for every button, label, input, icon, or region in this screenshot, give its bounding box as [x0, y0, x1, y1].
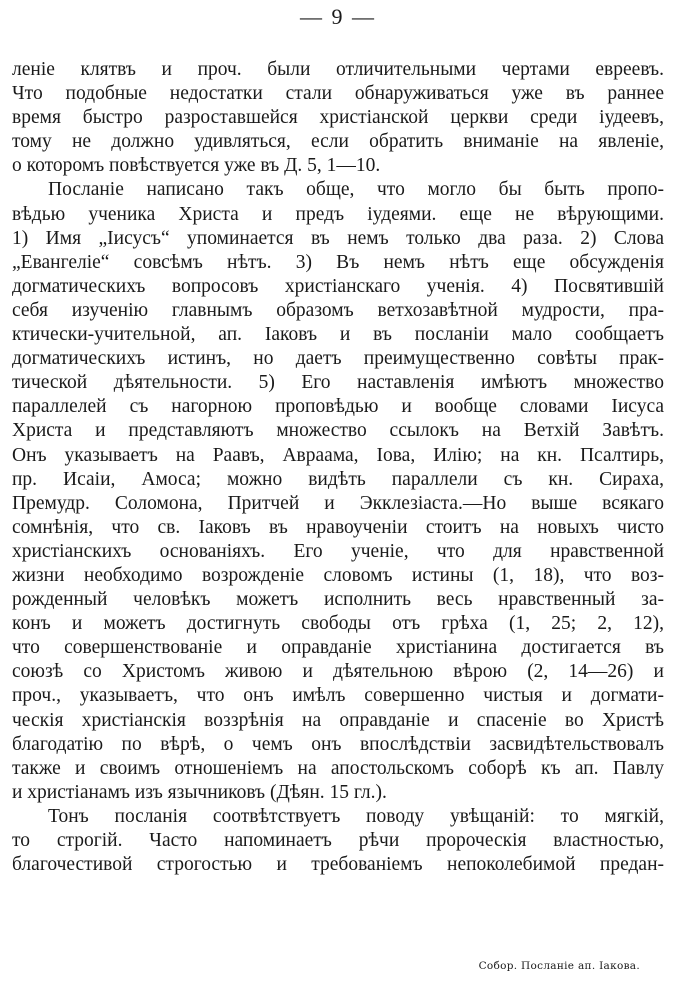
text-line: леніе клятвъ и проч. были отличительными чертами евреевъ.: [12, 59, 664, 80]
text-line: что совершенствованіе и оправданіе христіанина достигается въ: [12, 637, 664, 659]
text-line: также и своимъ отношеніемъ на апостольскомъ соборѣ къ ап. Павлу: [12, 757, 664, 779]
text-line: христіанскихъ основаніяхъ. Его ученіе, что для нравственной: [12, 540, 664, 562]
text-line: конъ и можетъ достигнуть свободы отъ грѣха (1, 25; 2, 12),: [12, 613, 664, 635]
text-line: „Евангеліе“ совсѣмъ нѣтъ. 3) Въ немъ нѣтъ еще обсужденія: [12, 251, 664, 273]
text-line: ческія христіанскія воззрѣнія на оправданіе и спасеніе во Христѣ: [12, 709, 664, 731]
text-line: рожденный человѣкъ можетъ исполнить весь нравственный за-: [12, 589, 664, 611]
text-line: о которомъ повѣствуется уже въ Д. 5, 1—10.: [12, 155, 381, 177]
text-line: благодатію по вѣрѣ, о чемъ онъ впослѣдствіи засвидѣтельствовалъ: [12, 733, 664, 755]
text-line: ктически-учительной, ап. Іаковъ и въ посланіи мало сообщаетъ: [12, 324, 664, 346]
text-line: союзѣ со Христомъ живою и дѣятельною вѣрою (2, 14—26) и: [12, 661, 664, 683]
text-line: проч., указываетъ, что онъ имѣлъ совершенно чистыя и догмати-: [12, 685, 664, 707]
text-line: себя изученію главнымъ образомъ ветхозавѣтной мудрости, пра-: [12, 299, 664, 321]
text-line: 1) Имя „Іисусъ“ упоминается въ немъ только два раза. 2) Слова: [12, 227, 664, 249]
text-line: Онъ указываетъ на Раавъ, Авраама, Іова, Илію; на кн. Псалтирь,: [12, 444, 664, 466]
text-line: благочестивой строгостью и требованіемъ непоколебимой предан-: [12, 854, 664, 876]
text-line: вѣдью ученика Христа и предъ іудеями. еще не вѣрующими.: [12, 203, 664, 225]
text-line: Что подобные недостатки стали обнаруживаться уже въ раннее: [12, 83, 664, 105]
text-line: время быстро разроставшейся христіанской церкви среди іудеевъ,: [12, 107, 664, 129]
text-line: тому не должно удивляться, если обратить вниманіе на явленіе,: [12, 131, 664, 153]
text-line: и христіанамъ изъ язычниковъ (Дѣян. 15 гл.).: [12, 781, 387, 803]
text-line: догматическихъ истинъ, но даетъ преимущественно совѣты прак-: [12, 348, 664, 370]
text-line: жизни необходимо возрожденіе словомъ истины (1, 18), что воз-: [12, 564, 664, 586]
text-line: тической дѣятельности. 5) Его наставленія имѣютъ множество: [12, 372, 664, 394]
text-line: пр. Исаіи, Амоса; можно видѣть параллели съ кн. Сираха,: [12, 468, 664, 490]
text-line: Христа и представляютъ множество ссылокъ на Ветхій Завѣтъ.: [12, 420, 664, 442]
page-footer-signature: Собор. Посланіе ап. Іакова.: [478, 960, 640, 972]
text-line: догматическихъ вопросовъ христіанскаго ученія. 4) Посвятившій: [12, 275, 664, 297]
text-line: параллелей съ нагорною проповѣдью и вообще словами Іисуса: [12, 396, 664, 418]
text-line: Тонъ посланія соотвѣтствуетъ поводу увѣщаній: то мягкій,: [48, 805, 664, 827]
page-number: — 9 —: [300, 4, 376, 29]
text-line: Посланіе написано такъ обще, что могло бы быть пропо-: [48, 179, 664, 201]
body-text: [12, 58, 664, 877]
text-line: Премудр. Соломона, Притчей и Экклезіаста.—Но выше всякаго: [12, 492, 664, 514]
text-line: сомнѣнія, что св. Іаковъ въ нравоученіи стоитъ на новыхъ чисто: [12, 516, 664, 538]
text-line: то строгій. Часто напоминаетъ рѣчи пророческія властностью,: [12, 830, 664, 851]
